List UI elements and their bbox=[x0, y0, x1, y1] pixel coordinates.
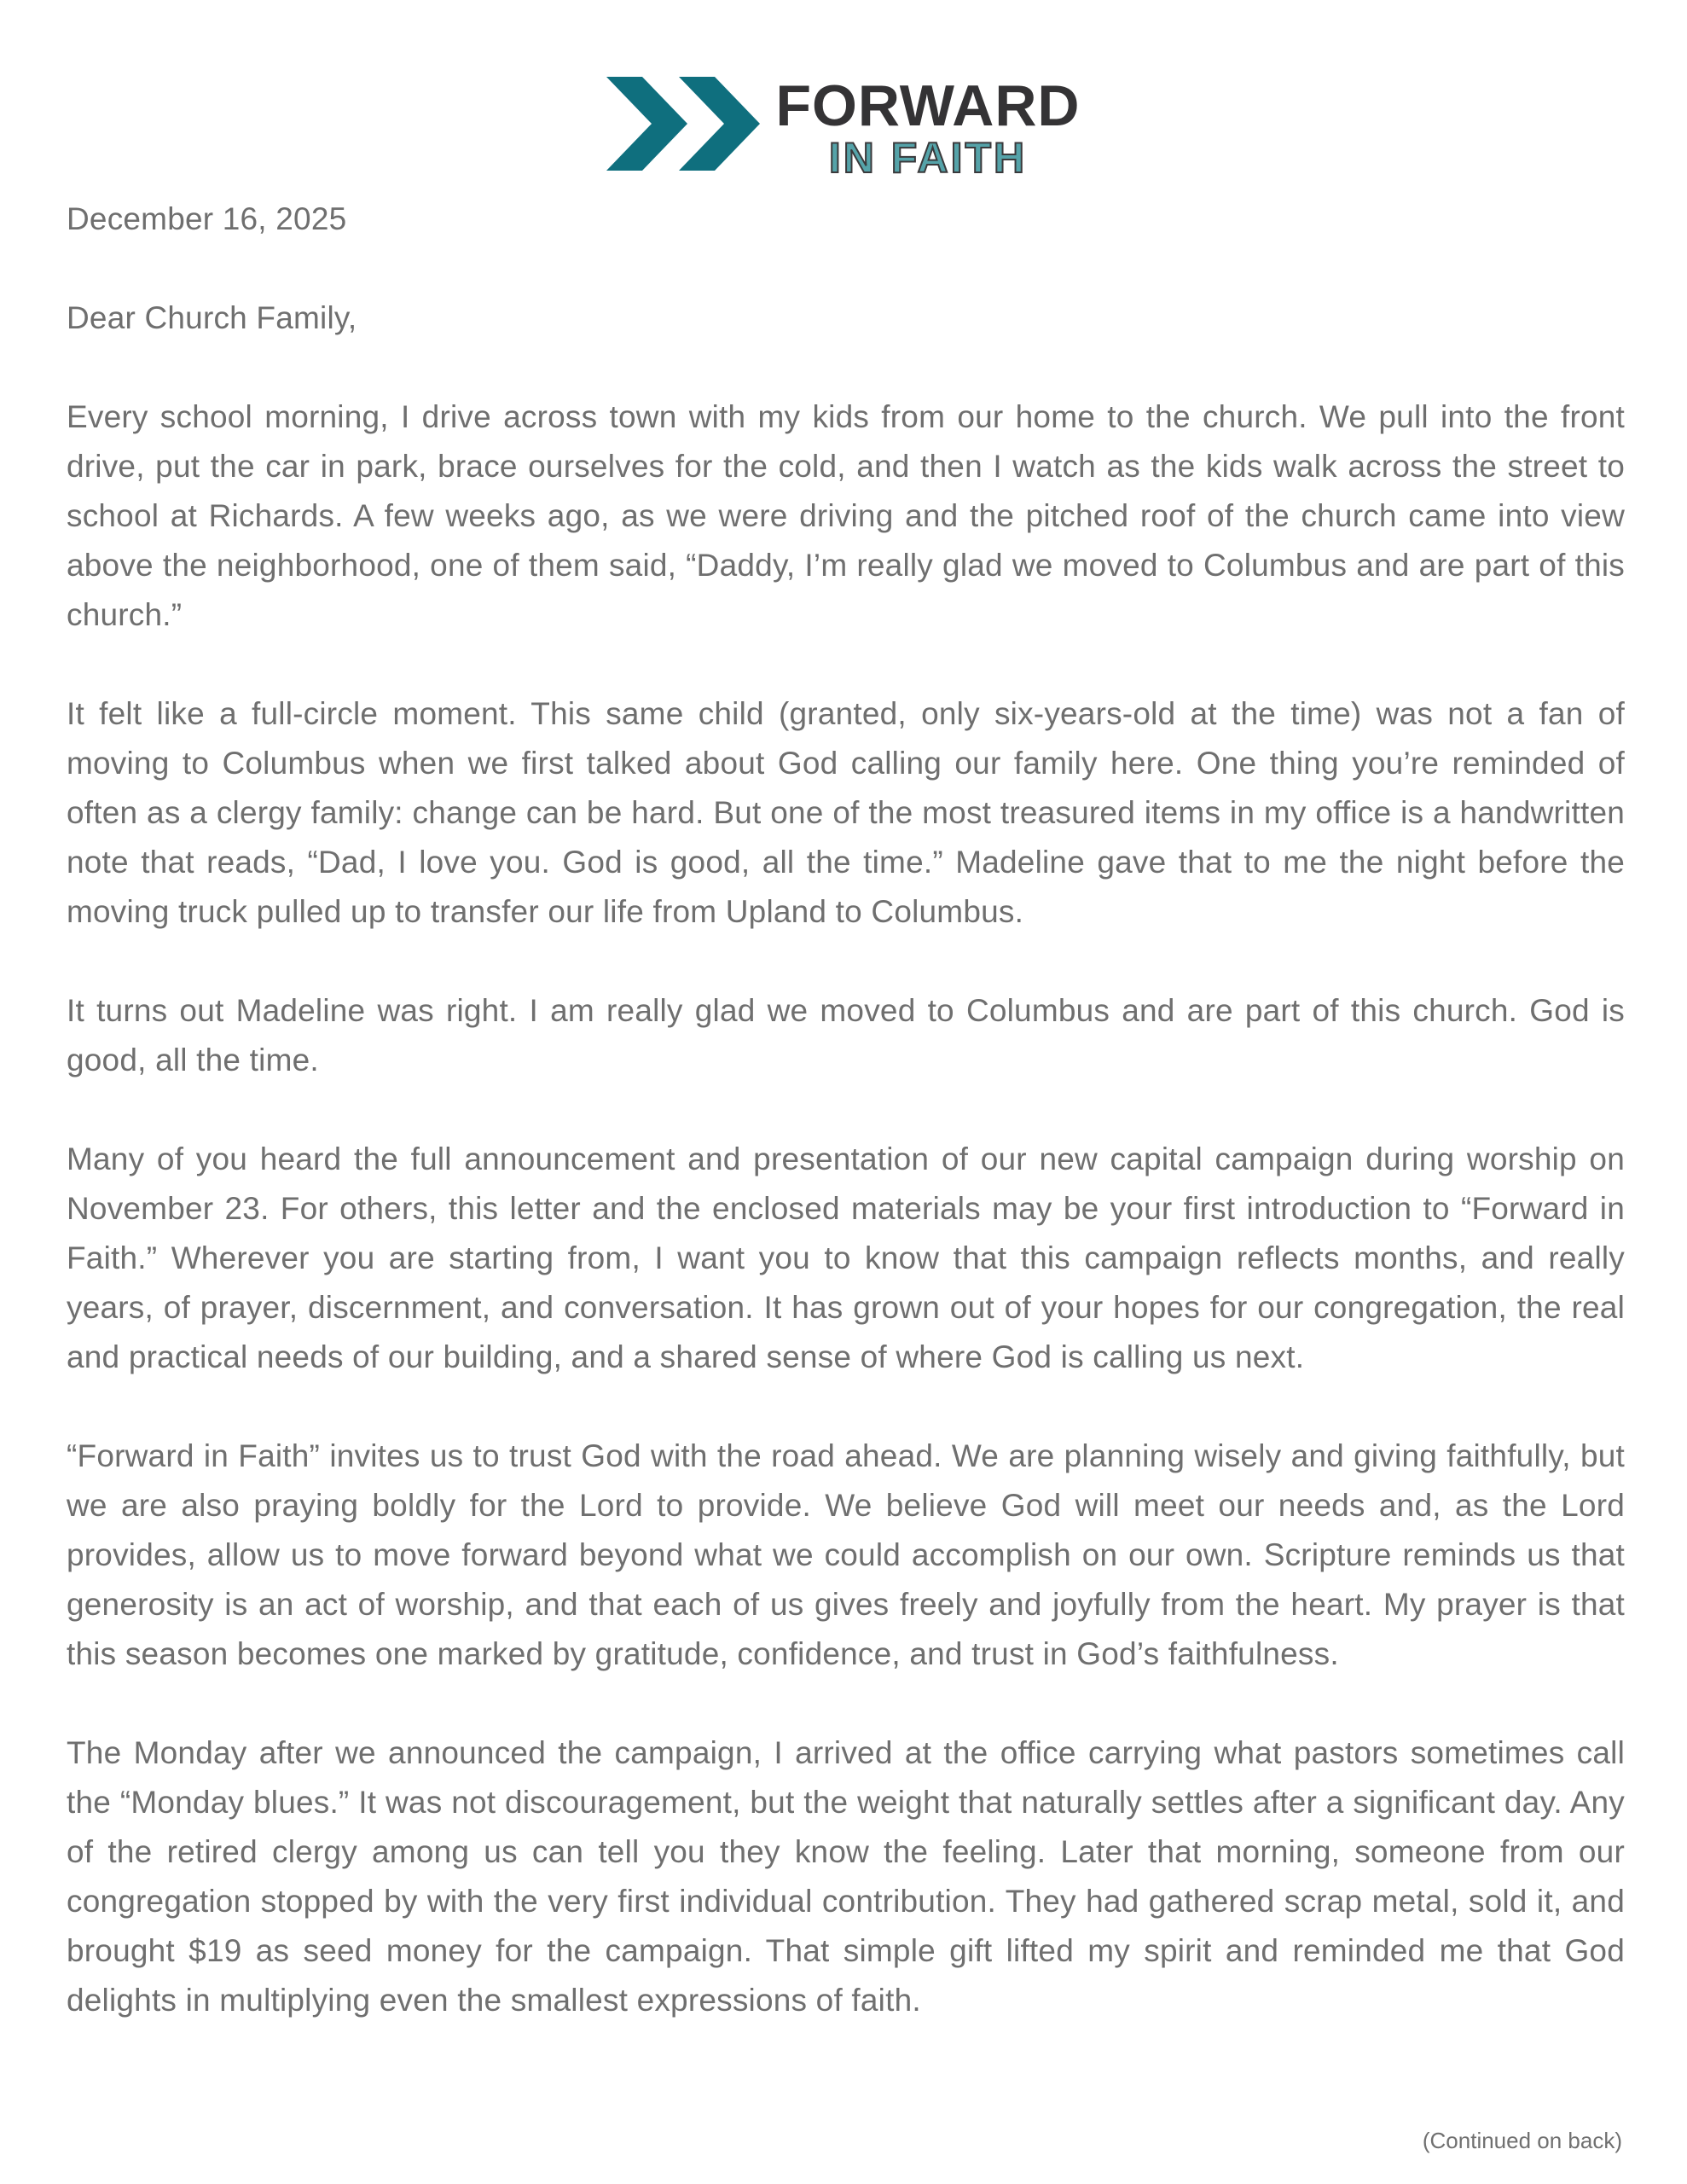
letter-body bbox=[67, 195, 1625, 2075]
continued-on-back-note: (Continued on back) bbox=[1422, 2128, 1622, 2153]
brand-wordmark bbox=[775, 73, 1081, 182]
letter-paragraph: The Monday after we announced the campaign, I arrived at the office carrying what pastors sometimes call the “Monday blues.” It was not discouragement, but the weight that naturally settles after a significant day. Any of the retired clergy among us can tell you they know the feeling. Later that morning, someone from our congregation stopped by with the very first individual contribution. They had gathered scrap metal, sold it, and brought $19 as seed money for the campaign. That simple gift lifted my spirit and reminded me that God delights in multiplying even the smallest expressions of faith. bbox=[67, 1735, 1625, 2018]
letter-paragraph: It turns out Madeline was right. I am really glad we moved to Columbus and are part of this church. God is good, all the time. bbox=[67, 993, 1625, 1077]
letter-paragraph: Many of you heard the full announcement and presentation of our new capital campaign during worship on November 23. For others, this letter and the enclosed materials may be your first introduction to “Forward in Faith.” Wherever you are starting from, I want you to know that this campaign reflects months, and really years, of prayer, discernment, and conversation. It has grown out of your hopes for our congregation, the real and practical needs of our building, and a shared sense of where God is calling us next. bbox=[67, 1141, 1625, 1374]
brand-subtitle: IN FAITH bbox=[828, 134, 1028, 182]
letter-paragraph: It felt like a full-circle moment. This same child (granted, only six-years-old at the time) was not a fan of moving to Columbus when we first talked about God calling our family here. One thing you’re reminded of often as a clergy family: change can be hard. But one of the most treasured items in my office is a handwritten note that reads, “Dad, I love you. God is good, all the time.” Madeline gave that to me the night before the moving truck pulled up to transfer our life from Upland to Columbus. bbox=[67, 696, 1625, 929]
letter-paragraph: Every school morning, I drive across town with my kids from our home to the church. We pull into the front drive, put the car in park, brace ourselves for the cold, and then I watch as the kids walk across the street to school at Richards. A few weeks ago, as we were driving and the pitched roof of the church came into view above the neighborhood, one of them said, “Daddy, I’m really glad we moved to Columbus and are part of this church.” bbox=[67, 399, 1625, 632]
double-chevron-right-icon bbox=[606, 77, 760, 171]
brand-logo bbox=[0, 73, 1687, 182]
letter-salutation: Dear Church Family, bbox=[67, 300, 357, 335]
letter-paragraph: “Forward in Faith” invites us to trust God with the road ahead. We are planning wisely and giving faithfully, but we are also praying boldly for the Lord to provide. We believe God will meet our needs and, as the Lord provides, allow us to move forward beyond what we could accomplish on our own. Scripture reminds us that generosity is an act of worship, and that each of us gives freely and joyfully from the heart. My prayer is that this season becomes one marked by gratitude, confidence, and trust in God’s faithfulness. bbox=[67, 1438, 1625, 1671]
letter-date: December 16, 2025 bbox=[67, 201, 347, 236]
brand-title: FORWARD bbox=[775, 73, 1081, 138]
